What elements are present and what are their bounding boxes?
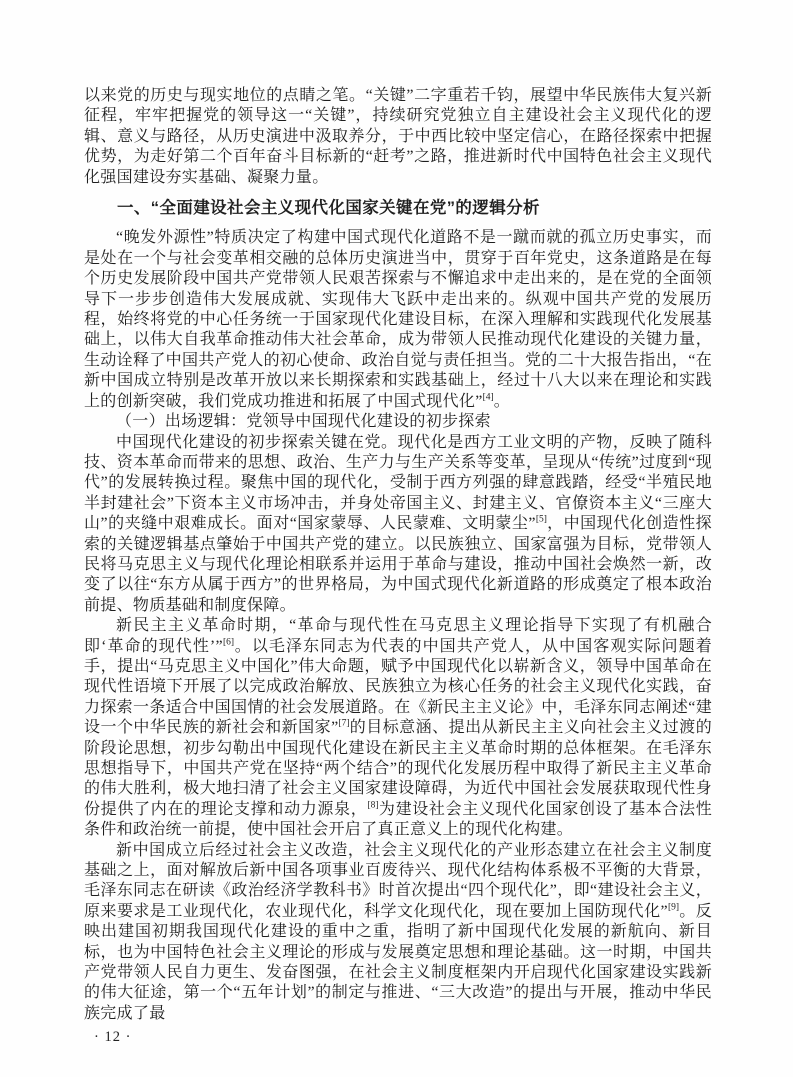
subsection-heading: （一）出场逻辑：党领导中国现代化建设的初步探索 [116,413,491,431]
citation-ref: [9] [667,902,680,913]
page-number: · 12 · [94,1029,132,1046]
paragraph: 新民主主义革命时期，“革命与现代性在马克思主义理论指导下实现了有机融合即‘革命的现代性’”[6]。以毛泽东同志为代表的中国共产党人，从中国客观实际问题着手，提出“马克思主义中国化”伟大命题，赋予中国现代化以崭新含义，领导中国革命在现代性语境下开展了以完成政治解放、民族独立为核心任务的社会主义现代化实践，奋力探索一条适合中国国情的社会发展道路。在《新民主主义论》中，毛泽东同志阐述“建设一个中华民族的新社会和新国家”[7]的目标意涵、提出从新民主主义向社会主义过渡的阶段论思想，初步勾勒出中国现代化建设在新民主主义革命时期的总体框架。在毛泽东思想指导下，中国共产党在坚持“两个结合”的现代化发展历程中取得了新民主主义革命的伟大胜利，极大地扫清了社会主义国家建设障碍，为近代中国社会发展获取现代性身份提供了内在的理论支撑和动力源泉，[8]为建设社会主义现代化国家创设了基本合法性条件和政治统一前提，使中国社会开启了真正意义上的现代化构建。 [84,617,712,839]
citation-ref: [5] [535,514,547,525]
section-heading: 一、“全面建设社会主义现代化国家关键在党”的逻辑分析 [117,199,540,218]
paragraph: 以来党的历史与现实地位的点睛之笔。“关键”二字重若千钧，展望中华民族伟大复兴新征程，牢牢把握党的领导这一“关键”，持续研究党独立自主建设社会主义现代化的逻辑、意义与路径，从历史演进中汲取养分，于中西比较中坚定信心，在路径探索中把握优势，为走好第二个百年奋斗目标新的“赶考”之路，推进新时代中国特色社会主义现代化强国建设夯实基础、凝聚力量。 [84,87,712,186]
paragraph: 中国现代化建设的初步探索关键在党。现代化是西方工业文明的产物，反映了随科技、资本革命而带来的思想、政治、生产力与生产关系等变革，呈现从“传统”过度到“现代”的发展转换过程。聚焦中国的现代化，受制于西方列强的肆意践踏，经受“半殖民地半封建社会”下资本主义市场冲击，并身处帝国主义、封建主义、官僚资本主义“三座大山”的夹缝中艰难成长。面对“国家蒙辱、人民蒙难、文明蒙尘”[5]，中国现代化创造性探索的关键逻辑基点肇始于中国共产党的建立。以民族独立、国家富强为目标，党带领人民将马克思主义与现代化理论相联系并运用于革命与建设，推动中国社会焕然一新，改变了以往“东方从属于西方”的世界格局，为中国式现代化新道路的形成奠定了根本政治前提、物质基础和制度保障。 [84,433,712,614]
citation-ref: [6] [222,637,235,648]
citation-ref: [7] [338,718,350,729]
paragraph: “晚发外源性”特质决定了构建中国式现代化道路不是一蹴而就的孤立历史事实，而是处在一个与社会变革相交融的总体历史演进当中，贯穿于百年党史，这条道路是在每个历史发展阶段中国共产党带领人民艰苦探索与不懈追求中走出来的，是在党的全面领导下一步步创造伟大发展成就、实现伟大飞跃中走出来的。纵观中国共产党的发展历程，始终将党的中心任务统一于国家现代化建设目标，在深入理解和实践现代化发展基础上，以伟大自我革命推动伟大社会革命，成为带领人民推动现代化建设的关键力量，生动诠释了中国共产党人的初心使命、政治自觉与责任担当。党的二十大报告指出，“在新中国成立特别是改革开放以来长期探索和实践基础上，经过十八大以来在理论和实践上的创新突破，我们党成功推进和拓展了中国式现代化”[4]。 [84,229,712,410]
paragraph: 新中国成立后经过社会主义改造，社会主义现代化的产业形态建立在社会主义制度基础之上，面对解放后新中国各项事业百废待兴、现代化结构体系极不平衡的大背景，毛泽东同志在研读《政治经济学教科书》时首次提出“四个现代化”，即“建设社会主义，原来要求是工业现代化，农业现代化，科学文化现代化，现在要加上国防现代化”[9]。反映出建国初期我国现代化建设的重中之重，指明了新中国现代化发展的新航向、新目标，也为中国特色社会主义理论的形成与发展奠定思想和理论基础。这一时期，中国共产党带领人民自力更生、发奋图强，在社会主义制度框架内开启现代化国家建设实践新的伟大征途，第一个“五年计划”的制定与推进、“三大改造”的提出与开展，推动中华民族完成了最 [84,841,712,1022]
citation-ref: [4] [482,392,494,403]
document-content [84,86,712,1024]
citation-ref: [8] [367,800,379,811]
